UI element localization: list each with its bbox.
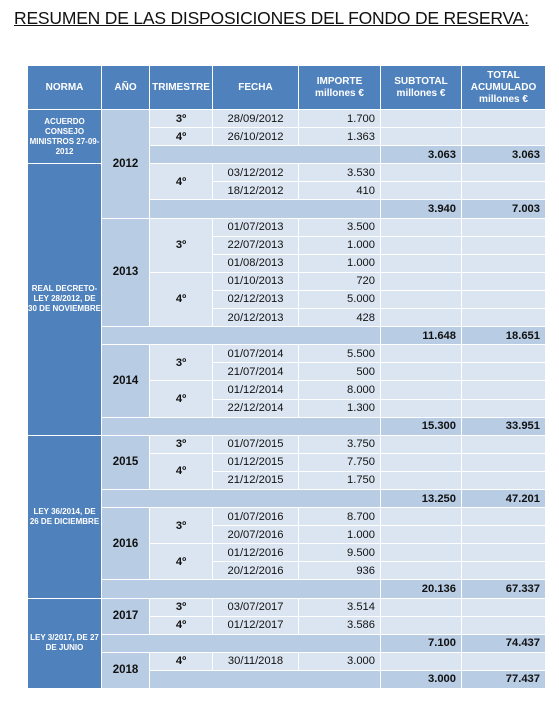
subtotal-empty-cell: [381, 272, 462, 290]
fecha-cell: 03/12/2012: [213, 164, 299, 182]
trimestre-cell: 4º: [150, 128, 213, 146]
subtotal-empty-cell: [381, 345, 462, 363]
subtotal-empty-cell: [381, 218, 462, 236]
total-acumulado-value: 33.951: [462, 417, 546, 435]
total-empty-cell: [462, 236, 546, 254]
subtotal-empty-cell: [381, 435, 462, 453]
fecha-cell: 01/07/2016: [213, 508, 299, 526]
subtotal-row: [28, 417, 546, 435]
total-empty-cell: [462, 254, 546, 272]
subtotal-value: 15.300: [381, 417, 462, 435]
trimestre-cell: 4º: [150, 544, 213, 580]
total-empty-cell: [462, 471, 546, 489]
total-acumulado-value: 3.063: [462, 146, 546, 164]
header-importe: IMPORTE millones €: [299, 66, 381, 110]
importe-cell: 9.500: [299, 544, 381, 562]
importe-cell: 428: [299, 309, 381, 327]
importe-cell: 1.300: [299, 399, 381, 417]
total-empty-cell: [462, 435, 546, 453]
table-row: [28, 598, 546, 616]
total-empty-cell: [462, 399, 546, 417]
subtotal-empty-cell: [381, 453, 462, 471]
subtotal-spacer: [150, 200, 381, 218]
year-cell: 2018: [102, 652, 150, 688]
fecha-cell: 01/10/2013: [213, 272, 299, 290]
subtotal-value: 13.250: [381, 489, 462, 507]
trimestre-cell: 4º: [150, 616, 213, 634]
total-empty-cell: [462, 309, 546, 327]
importe-cell: 1.363: [299, 128, 381, 146]
fecha-cell: 28/09/2012: [213, 110, 299, 128]
importe-cell: 500: [299, 363, 381, 381]
year-cell: 2016: [102, 508, 150, 580]
importe-cell: 720: [299, 272, 381, 290]
subtotal-spacer: [102, 417, 381, 435]
total-empty-cell: [462, 526, 546, 544]
header-anio: AÑO: [102, 66, 150, 110]
table-header-row: [28, 66, 546, 110]
fecha-cell: 21/12/2015: [213, 471, 299, 489]
total-empty-cell: [462, 508, 546, 526]
fecha-cell: 01/07/2013: [213, 218, 299, 236]
importe-cell: 1.000: [299, 526, 381, 544]
subtotal-spacer: [102, 580, 381, 598]
importe-cell: 1.000: [299, 236, 381, 254]
importe-cell: 1.750: [299, 471, 381, 489]
total-acumulado-value: 47.201: [462, 489, 546, 507]
year-cell: 2017: [102, 598, 150, 634]
fecha-cell: 22/12/2014: [213, 399, 299, 417]
header-subtotal: SUBTOTAL millones €: [381, 66, 462, 110]
subtotal-row: [28, 489, 546, 507]
importe-cell: 3.514: [299, 598, 381, 616]
fecha-cell: 20/07/2016: [213, 526, 299, 544]
total-empty-cell: [462, 182, 546, 200]
subtotal-empty-cell: [381, 110, 462, 128]
subtotal-empty-cell: [381, 471, 462, 489]
header-total-acumulado: TOTAL ACUMULADO millones €: [462, 66, 546, 110]
trimestre-cell: 3º: [150, 598, 213, 616]
trimestre-cell: 4º: [150, 453, 213, 489]
fecha-cell: 02/12/2013: [213, 290, 299, 308]
subtotal-value: 3.063: [381, 146, 462, 164]
fecha-cell: 01/12/2014: [213, 381, 299, 399]
subtotal-empty-cell: [381, 128, 462, 146]
norma-cell: REAL DECRETO-LEY 28/2012, DE 30 DE NOVIEMBRE: [28, 164, 102, 435]
total-acumulado-value: 77.437: [462, 670, 546, 688]
subtotal-empty-cell: [381, 526, 462, 544]
table-row: [28, 218, 546, 236]
fecha-cell: 01/07/2015: [213, 435, 299, 453]
table-row: [28, 435, 546, 453]
subtotal-empty-cell: [381, 254, 462, 272]
table-row: [28, 508, 546, 526]
total-empty-cell: [462, 164, 546, 182]
importe-cell: 5.500: [299, 345, 381, 363]
total-empty-cell: [462, 363, 546, 381]
importe-cell: 8.000: [299, 381, 381, 399]
trimestre-cell: 3º: [150, 435, 213, 453]
fecha-cell: 20/12/2013: [213, 309, 299, 327]
total-empty-cell: [462, 381, 546, 399]
header-fecha: FECHA: [213, 66, 299, 110]
trimestre-cell: 3º: [150, 110, 213, 128]
trimestre-cell: 4º: [150, 272, 213, 326]
subtotal-empty-cell: [381, 182, 462, 200]
fecha-cell: 22/07/2013: [213, 236, 299, 254]
total-empty-cell: [462, 453, 546, 471]
fecha-cell: 01/12/2017: [213, 616, 299, 634]
total-empty-cell: [462, 345, 546, 363]
fecha-cell: 30/11/2018: [213, 652, 299, 670]
fecha-cell: 18/12/2012: [213, 182, 299, 200]
trimestre-cell: 4º: [150, 381, 213, 417]
fecha-cell: 21/07/2014: [213, 363, 299, 381]
trimestre-cell: 4º: [150, 652, 213, 670]
subtotal-value: 3.940: [381, 200, 462, 218]
importe-cell: 8.700: [299, 508, 381, 526]
subtotal-spacer: [150, 670, 381, 688]
subtotal-empty-cell: [381, 508, 462, 526]
importe-cell: 1.700: [299, 110, 381, 128]
total-empty-cell: [462, 218, 546, 236]
total-empty-cell: [462, 128, 546, 146]
total-acumulado-value: 18.651: [462, 327, 546, 345]
document-title: RESUMEN DE LAS DISPOSICIONES DEL FONDO DE RESERVA:: [14, 8, 529, 28]
year-cell: 2012: [102, 110, 150, 219]
subtotal-empty-cell: [381, 598, 462, 616]
fecha-cell: 01/12/2016: [213, 544, 299, 562]
fecha-cell: 20/12/2016: [213, 562, 299, 580]
subtotal-spacer: [150, 146, 381, 164]
subtotal-row: [28, 327, 546, 345]
subtotal-empty-cell: [381, 652, 462, 670]
total-empty-cell: [462, 110, 546, 128]
trimestre-cell: 3º: [150, 218, 213, 272]
norma-cell: LEY 36/2014, DE 26 DE DICIEMBRE: [28, 435, 102, 598]
total-empty-cell: [462, 562, 546, 580]
subtotal-empty-cell: [381, 544, 462, 562]
importe-cell: 3.000: [299, 652, 381, 670]
importe-cell: 5.000: [299, 290, 381, 308]
trimestre-cell: 3º: [150, 508, 213, 544]
subtotal-row: [28, 634, 546, 652]
subtotal-empty-cell: [381, 290, 462, 308]
year-cell: 2015: [102, 435, 150, 489]
total-empty-cell: [462, 290, 546, 308]
importe-cell: 936: [299, 562, 381, 580]
trimestre-cell: 4º: [150, 164, 213, 200]
fecha-cell: 01/07/2014: [213, 345, 299, 363]
subtotal-empty-cell: [381, 363, 462, 381]
importe-cell: 3.750: [299, 435, 381, 453]
importe-cell: 3.500: [299, 218, 381, 236]
total-empty-cell: [462, 652, 546, 670]
subtotal-empty-cell: [381, 236, 462, 254]
fondo-reserva-table: [27, 65, 546, 689]
table-row: [28, 110, 546, 128]
subtotal-empty-cell: [381, 309, 462, 327]
norma-cell: ACUERDO CONSEJO MINISTROS 27-09-2012: [28, 110, 102, 164]
subtotal-value: 3.000: [381, 670, 462, 688]
importe-cell: 7.750: [299, 453, 381, 471]
norma-cell: LEY 3/2017, DE 27 DE JUNIO: [28, 598, 102, 688]
total-acumulado-value: 74.437: [462, 634, 546, 652]
subtotal-empty-cell: [381, 381, 462, 399]
importe-cell: 410: [299, 182, 381, 200]
header-trimestre: TRIMESTRE: [150, 66, 213, 110]
fecha-cell: 01/12/2015: [213, 453, 299, 471]
subtotal-empty-cell: [381, 562, 462, 580]
importe-cell: 3.586: [299, 616, 381, 634]
trimestre-cell: 3º: [150, 345, 213, 381]
subtotal-row: [28, 580, 546, 598]
subtotal-spacer: [102, 489, 381, 507]
table-row: [28, 345, 546, 363]
fecha-cell: 26/10/2012: [213, 128, 299, 146]
subtotal-empty-cell: [381, 399, 462, 417]
table-row: [28, 652, 546, 670]
subtotal-empty-cell: [381, 616, 462, 634]
subtotal-value: 11.648: [381, 327, 462, 345]
year-cell: 2014: [102, 345, 150, 417]
total-empty-cell: [462, 272, 546, 290]
subtotal-value: 7.100: [381, 634, 462, 652]
subtotal-value: 20.136: [381, 580, 462, 598]
total-empty-cell: [462, 616, 546, 634]
total-empty-cell: [462, 598, 546, 616]
header-norma: NORMA: [28, 66, 102, 110]
importe-cell: 1.000: [299, 254, 381, 272]
total-acumulado-value: 7.003: [462, 200, 546, 218]
fecha-cell: 01/08/2013: [213, 254, 299, 272]
total-empty-cell: [462, 544, 546, 562]
importe-cell: 3.530: [299, 164, 381, 182]
subtotal-spacer: [102, 327, 381, 345]
subtotal-spacer: [102, 634, 381, 652]
fecha-cell: 03/07/2017: [213, 598, 299, 616]
total-acumulado-value: 67.337: [462, 580, 546, 598]
year-cell: 2013: [102, 218, 150, 327]
subtotal-empty-cell: [381, 164, 462, 182]
